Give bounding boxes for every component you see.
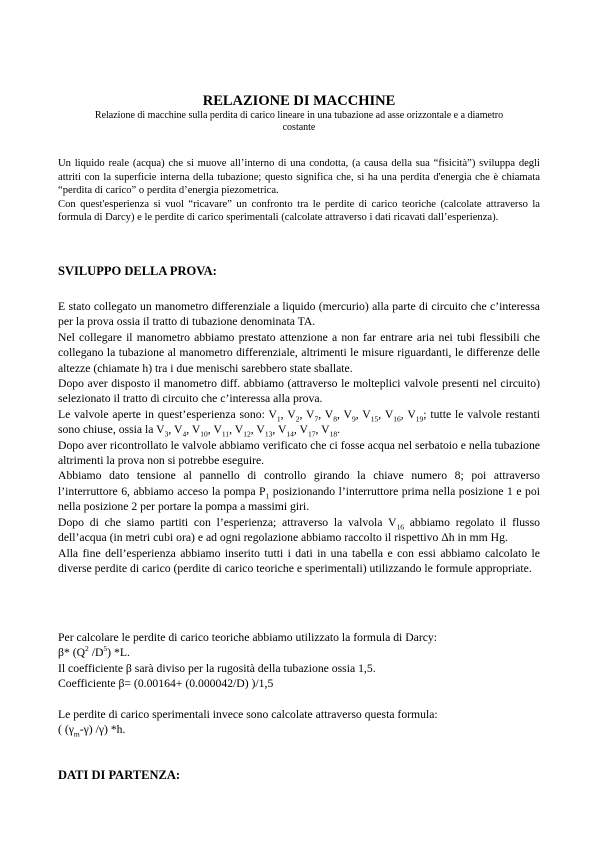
body-paragraph: Dopo aver disposto il manometro diff. abbiamo (attraverso le molteplici valvole presenti nel circuito) selezionato il tratto di circuito che c’interessa alla prova. (58, 377, 540, 406)
valve-label: $V_9$ (343, 407, 356, 424)
intro-section (58, 157, 540, 225)
coefficient-formula: Coefficiente β= (0.00164+ (0.000042/D) )/1,5 (58, 677, 274, 691)
page-title: RELAZIONE DI MACCHINE (202, 93, 396, 109)
body-paragraph: Dopo aver ricontrollato le valvole abbiamo verificato che ci fosse acqua nel serbatoio e nella tubazione altrimenti la prova non si potrebbe eseguire. (58, 438, 540, 468)
valve-label: $V_{18}$ (321, 423, 338, 439)
body-paragraph: Abbiamo dato tensione al pannello di controllo girando la chiave numero 8; poi attraverso l’interruttore 6, abbiamo acceso la pompa $P_1$ posizionando l’interruttore prima nella posizione 1 e poi nella posizione 2 per portare la pompa a massimi giri. (58, 469, 540, 514)
valve-label: $V_{12}$ (234, 423, 251, 439)
sviluppo-section (58, 299, 540, 576)
open-valves-lead: Le valvole aperte in quest’esperienza sono: (58, 407, 265, 421)
intro-paragraph: Con quest'esperienza si vuol “ricavare” un confronto tra le perdite di carico teoriche (calcolate attraverso la formula di Darcy) e le perdite di carico sperimentali (calcolate attraverso i dati ricavati dall’esperienza). (58, 198, 540, 224)
body-paragraph: Dopo di che siamo partiti con l’esperienza; attraverso la valvola $V_{16}$ abbiamo regolato il flusso dell’acqua (in metri cubi ora) e ad ogni regolazione abbiamo raccolto il rispettivo Δh in mm Hg. (58, 515, 540, 545)
valve-label: $V_{11}$ (213, 423, 230, 439)
spacer (58, 692, 540, 707)
body-paragraph: Nel collegare il manometro abbiamo prestato attenzione a non far entrare aria nei tubi flessibili che collegano la tubazione al manometro differenziale, altrimenti le misure riguardanti, le differenze delle altezze (chiamate h) tra i due menischi sarebbero state sballate. (58, 330, 540, 375)
valve-label: $V_{14}$ (277, 423, 294, 439)
closed-valves-lead: tutte le valvole restanti sono chiuse, ossia la (58, 407, 540, 437)
valve-label: $V_8$ (324, 407, 337, 424)
darcy-intro: Per calcolare le perdite di carico teoriche abbiamo utilizzato la formula di Darcy: (58, 631, 438, 644)
closed-valves-list: $V_3$, $V_4$, $V_{10}$, $V_{11}$, $V_{12}$, $V_{13}$, $V_{14}$, $V_{17}$, $V_{18}$. (156, 423, 341, 439)
open-valves-list: $V_1$, $V_2$, $V_7$, $V_8$, $V_9$, $V_{15}$, $V_{16}$, $V_{19}$; (268, 407, 427, 424)
valve-label: $V_7$ (306, 407, 319, 424)
body-paragraph: E stato collegato un manometro differenziale a liquido (mercurio) alla parte di circuito che c’interessa per la prova ossia il tratto di tubazione denominata TA. (58, 300, 540, 329)
valve-label: $V_{17}$ (299, 423, 316, 439)
valve-label: $V_{19}$ (407, 407, 424, 424)
page-subtitle: Relazione di macchine sulla perdita di carico lineare in una tubazione ad asse orizzontale e a diametro costante (94, 110, 504, 133)
experimental-intro: Le perdite di carico sperimentali invece sono calcolate attraverso questa formula: (58, 708, 438, 722)
experimental-formula: ( $(\gamma_m-\gamma)$ /γ) *h. (58, 723, 126, 739)
coefficient-note: Il coefficiente β sarà diviso per la rugosità della tubazione ossia 1,5. (58, 661, 376, 675)
section-heading-sviluppo: SVILUPPO DELLA PROVA: (58, 264, 217, 278)
valve-label: $V_{16}$ (384, 407, 401, 424)
intro-paragraph: Un liquido reale (acqua) che si muove all’interno di una condotta, (a causa della sua “fisicità”) sviluppa degli attriti con la superficie interna della tubazione; questo significa che, si ha una perdita d'energia che è chiamata “perdita di carico” o perdita d’energia piezometrica. (58, 158, 540, 197)
darcy-formula: β* ($Q^2$ $/D^5$) *L. (58, 644, 130, 660)
valves-paragraph (58, 407, 540, 438)
valve-label: $V_3$ (156, 423, 169, 439)
section-heading-dati: DATI DI PARTENZA: (58, 768, 181, 782)
valve-label: $V_1$ (268, 407, 281, 424)
valve-label: $V_{10}$ (191, 423, 208, 439)
body-paragraph: Alla fine dell’esperienza abbiamo inserito tutti i dati in una tabella e con essi abbiamo calcolato le diverse perdite di carico (perdite di carico teoriche e sperimentali) utilizzando le formule appropriate. (58, 546, 540, 575)
valve-label: $V_{15}$ (362, 407, 379, 424)
valve-label: $V_{13}$ (256, 423, 273, 439)
valve-label: $V_2$ (287, 407, 300, 424)
valve-label: $V_4$ (174, 423, 187, 439)
formulas-section (58, 630, 540, 738)
